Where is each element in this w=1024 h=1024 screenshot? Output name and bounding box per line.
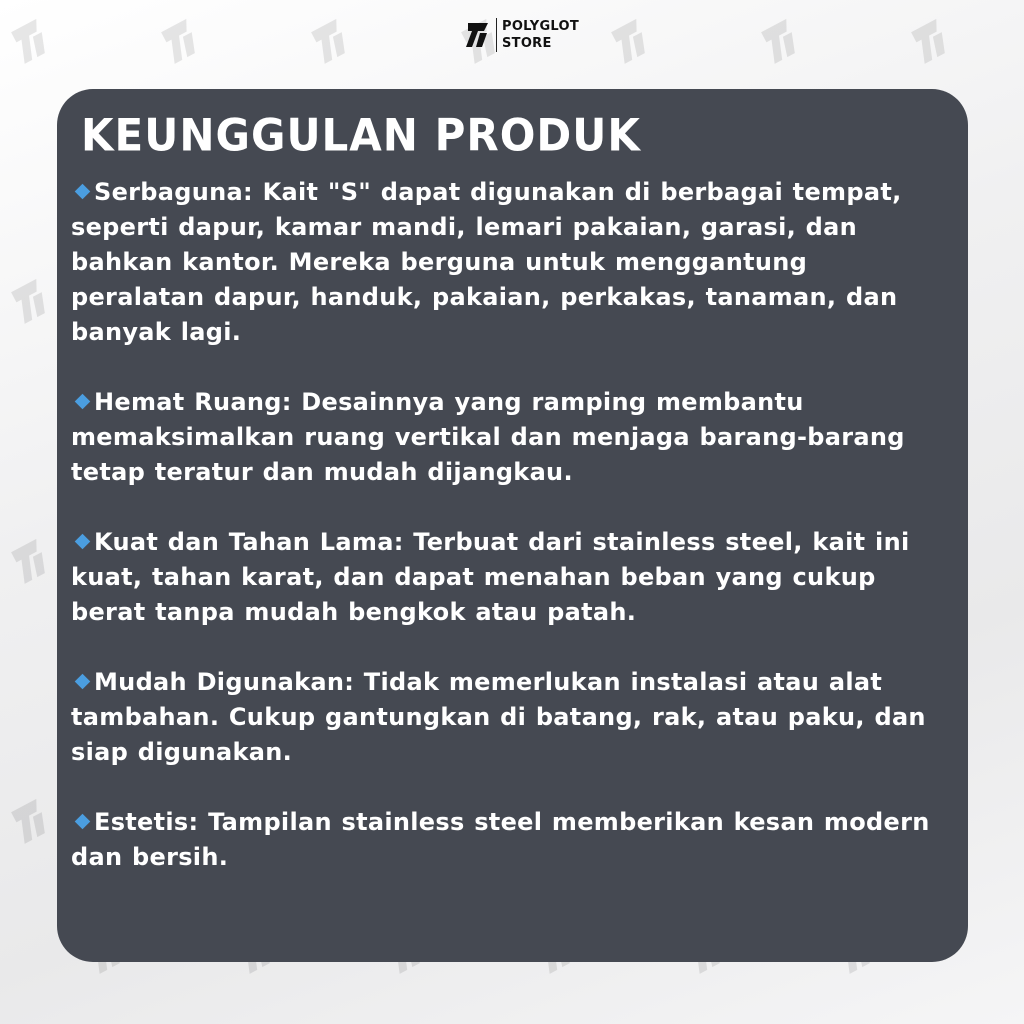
card-title: KEUNGGULAN PRODUK [81, 109, 641, 162]
brand-name [502, 18, 579, 52]
polyglot-logo-icon [466, 21, 492, 49]
feature-item [71, 665, 948, 770]
feature-item [71, 175, 948, 350]
features-card [57, 89, 968, 962]
blue-diamond-icon [75, 674, 91, 690]
feature-item [71, 805, 948, 875]
brand-logo [466, 15, 579, 55]
feature-item [71, 385, 948, 490]
brand-line-1: POLYGLOT [502, 19, 580, 34]
feature-list [71, 175, 948, 875]
brand-divider [496, 18, 497, 52]
blue-diamond-icon [75, 814, 91, 830]
feature-text: Kuat dan Tahan Lama: Terbuat dari stainless steel, kait ini kuat, tahan karat, dan dapat menahan beban yang cukup berat tanpa mudah bengkok atau patah. [71, 528, 910, 626]
brand-line-2: STORE [502, 36, 552, 51]
feature-text: Hemat Ruang: Desainnya yang ramping membantu memaksimalkan ruang vertikal dan menjaga barang-barang tetap teratur dan mudah dijangkau. [71, 388, 905, 486]
feature-text: Estetis: Tampilan stainless steel memberikan kesan modern dan bersih. [71, 808, 930, 871]
blue-diamond-icon [75, 184, 91, 200]
feature-text: Mudah Digunakan: Tidak memerlukan instalasi atau alat tambahan. Cukup gantungkan di batang, rak, atau paku, dan siap digunakan. [71, 668, 926, 766]
blue-diamond-icon [75, 394, 91, 410]
blue-diamond-icon [75, 534, 91, 550]
feature-item [71, 525, 948, 630]
feature-text: Serbaguna: Kait "S" dapat digunakan di berbagai tempat, seperti dapur, kamar mandi, lemari pakaian, garasi, dan bahkan kantor. Mereka berguna untuk menggantung peralatan dapur, handuk, pakaian, perkakas, tanaman, dan banyak lagi. [71, 178, 902, 346]
